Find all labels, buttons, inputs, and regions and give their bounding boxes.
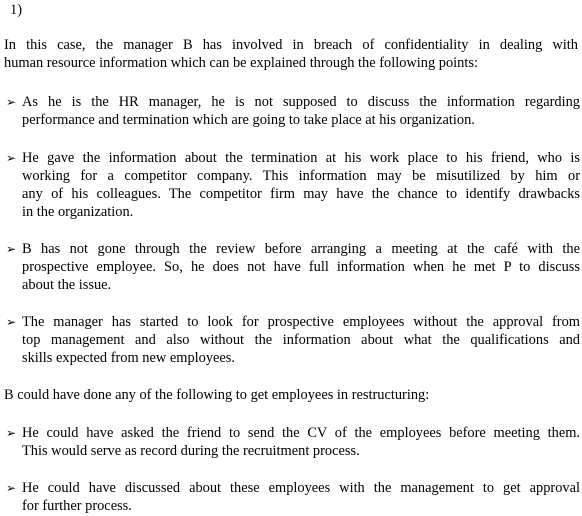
bullet-line: for further process. — [22, 498, 132, 514]
arrow-bullet-icon: ➢ — [6, 242, 17, 256]
arrow-bullet-icon: ➢ — [6, 151, 17, 165]
restructuring-intro: B could have done any of the following to get employees in restructuring: — [4, 387, 430, 403]
bullet-line: He could have discussed about these employees with the management to get approval — [22, 480, 580, 496]
bullet-line: The manager has started to look for prospective employees without the approval from — [22, 314, 580, 330]
question-number: 1) — [10, 2, 22, 18]
bullet-line: This would serve as record during the recruitment process. — [22, 443, 360, 459]
bullet-line: He gave the information about the termination at his work place to his friend, who is — [22, 150, 580, 166]
bullet-line: skills expected from new employees. — [22, 350, 235, 366]
bullet-line: prospective employee. So, he does not have full information when he met P to discuss — [22, 259, 580, 275]
bullet-line: performance and termination which are going to take place at his organization. — [22, 112, 475, 128]
bullet-line: top management and also without the information about what the qualifications and — [22, 332, 580, 348]
bullet-line: any of his colleagues. The competitor firm may have the chance to identify drawbacks — [22, 186, 580, 202]
bullet-line: He could have asked the friend to send the CV of the employees before meeting them. — [22, 425, 580, 441]
intro-line-1: In this case, the manager B has involved in breach of confidentiality in dealing with — [4, 37, 578, 53]
bullet-line: B has not gone through the review before arranging a meeting at the café with the — [22, 241, 580, 257]
arrow-bullet-icon: ➢ — [6, 481, 17, 495]
intro-line-2: human resource information which can be explained through the following points: — [4, 55, 478, 71]
arrow-bullet-icon: ➢ — [6, 426, 17, 440]
bullet-line: As he is the HR manager, he is not supposed to discuss the information regarding — [22, 94, 580, 110]
bullet-line: in the organization. — [22, 204, 134, 220]
arrow-bullet-icon: ➢ — [6, 315, 17, 329]
bullet-line: about the issue. — [22, 277, 112, 293]
bullet-line: working for a competitor company. This information may be misutilized by him or — [22, 168, 580, 184]
arrow-bullet-icon: ➢ — [6, 95, 17, 109]
